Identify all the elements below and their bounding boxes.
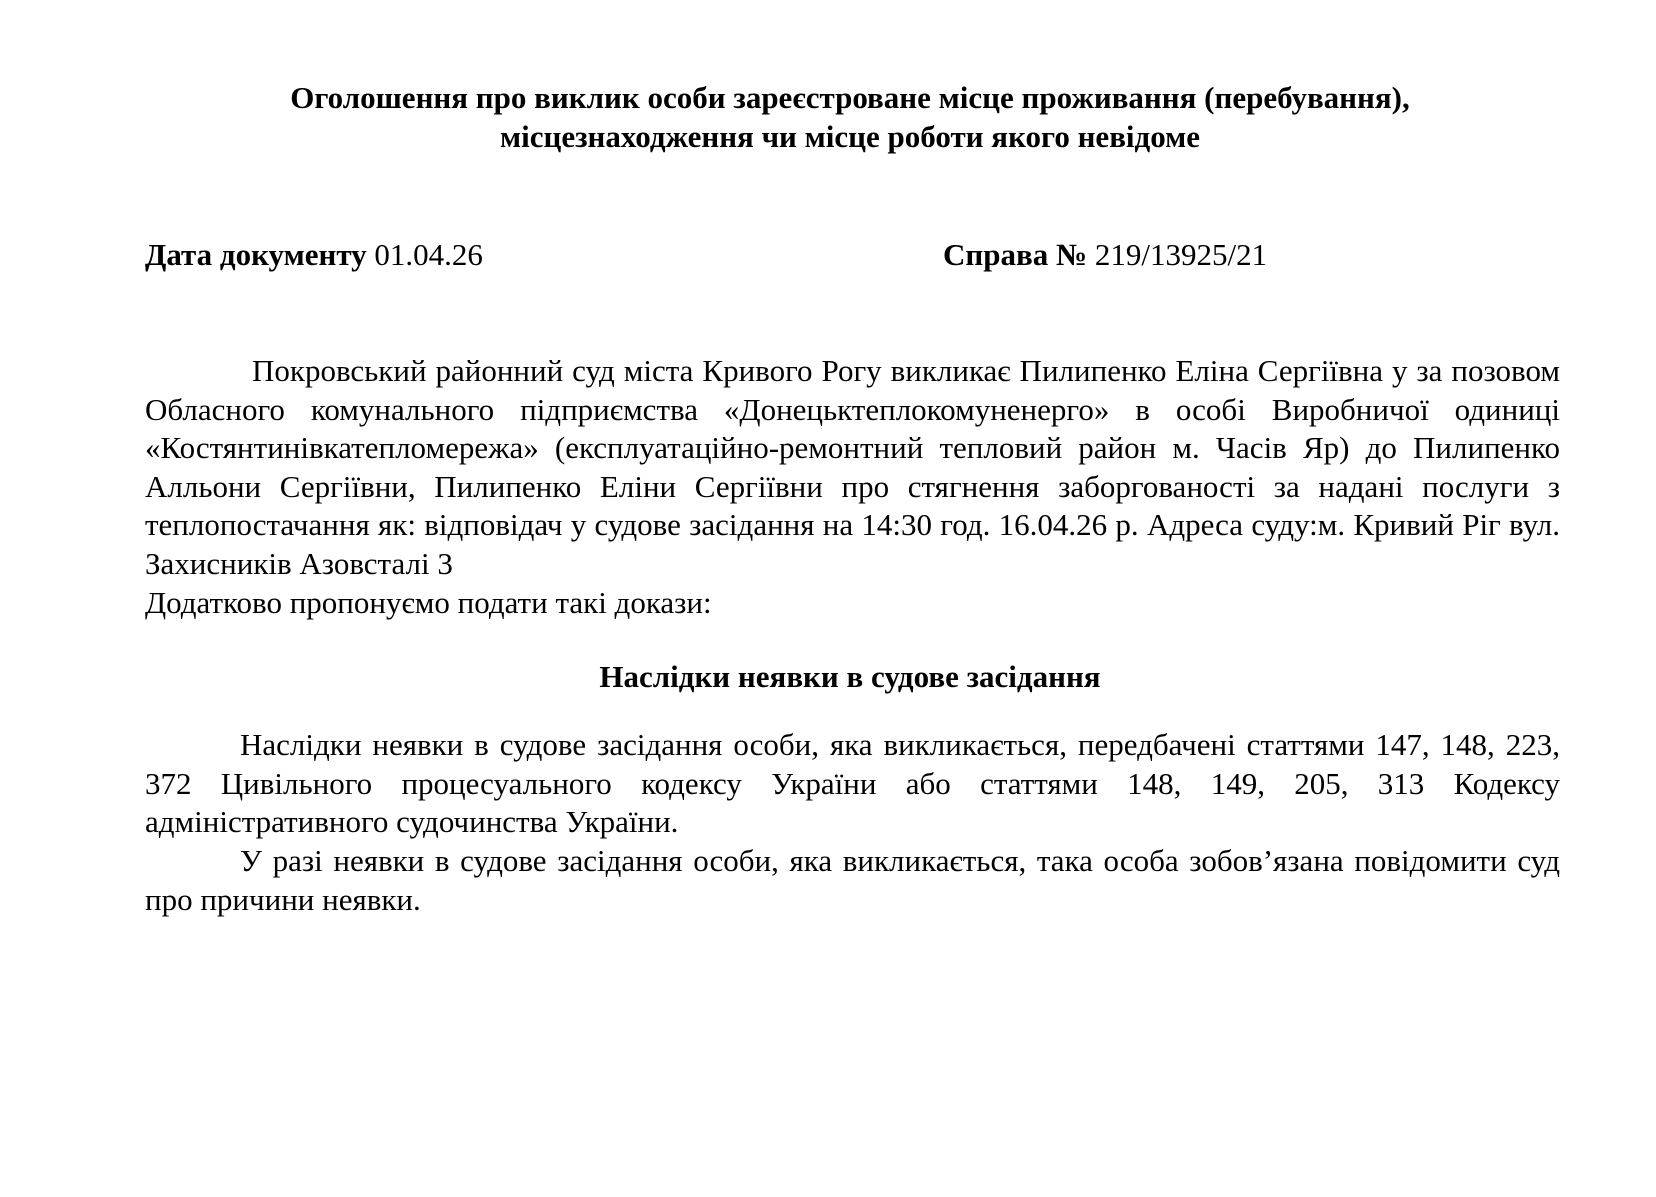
- document-date-label: Дата документу: [145, 237, 367, 272]
- case-number-label: Справа №: [943, 237, 1088, 272]
- document-date: [145, 236, 483, 274]
- case-number: [943, 236, 1267, 274]
- obligation-paragraph: У разі неявки в судове засідання особи, яка викликається, така особа зобов’язана повідомити суд про причини неявки.: [145, 843, 1560, 917]
- summons-paragraph: Покровський районний суд міста Кривого Рогу викликає Пилипенко Еліна Сергіївна у за позовом Обласного комунального підприємства «Донецьктеплокомуненерго» в особі Виробничої одиниці «Костянтинівкатепломережа» (експлуатаційно-ремонтний тепловий район м. Часів Яр) до Пилипенко Алльони Сергіївни, Пилипенко Еліни Сергіївни про стягнення заборгованості за надані послуги з теплопостачання як: відповідач у судове засідання на 14:30 год. 16.04.26 р. Адреса суду:м. Кривий Ріг вул. Захисників Азовсталі 3: [145, 353, 1560, 581]
- consequences-paragraph: Наслідки неявки в судове засідання особи, яка викликається, передбачені статтями 147, 148, 223, 372 Цивільного процесуального кодексу України або статтями 148, 149, 205, 313 Кодексу адміністративного судочинства України.: [145, 727, 1560, 839]
- document-title-line-2: місцезнаходження чи місце роботи якого невідоме: [499, 119, 1201, 154]
- document-title-line-1: Оголошення про виклик особи зареєстроване місце проживання (перебування),: [290, 80, 1410, 115]
- case-number-value: 219/13925/21: [1094, 237, 1268, 272]
- section-title: Наслідки неявки в судове засідання: [599, 659, 1101, 694]
- document-date-value: 01.04.26: [374, 237, 483, 272]
- evidence-line: Додатково пропонуємо подати такі докази:: [145, 585, 712, 620]
